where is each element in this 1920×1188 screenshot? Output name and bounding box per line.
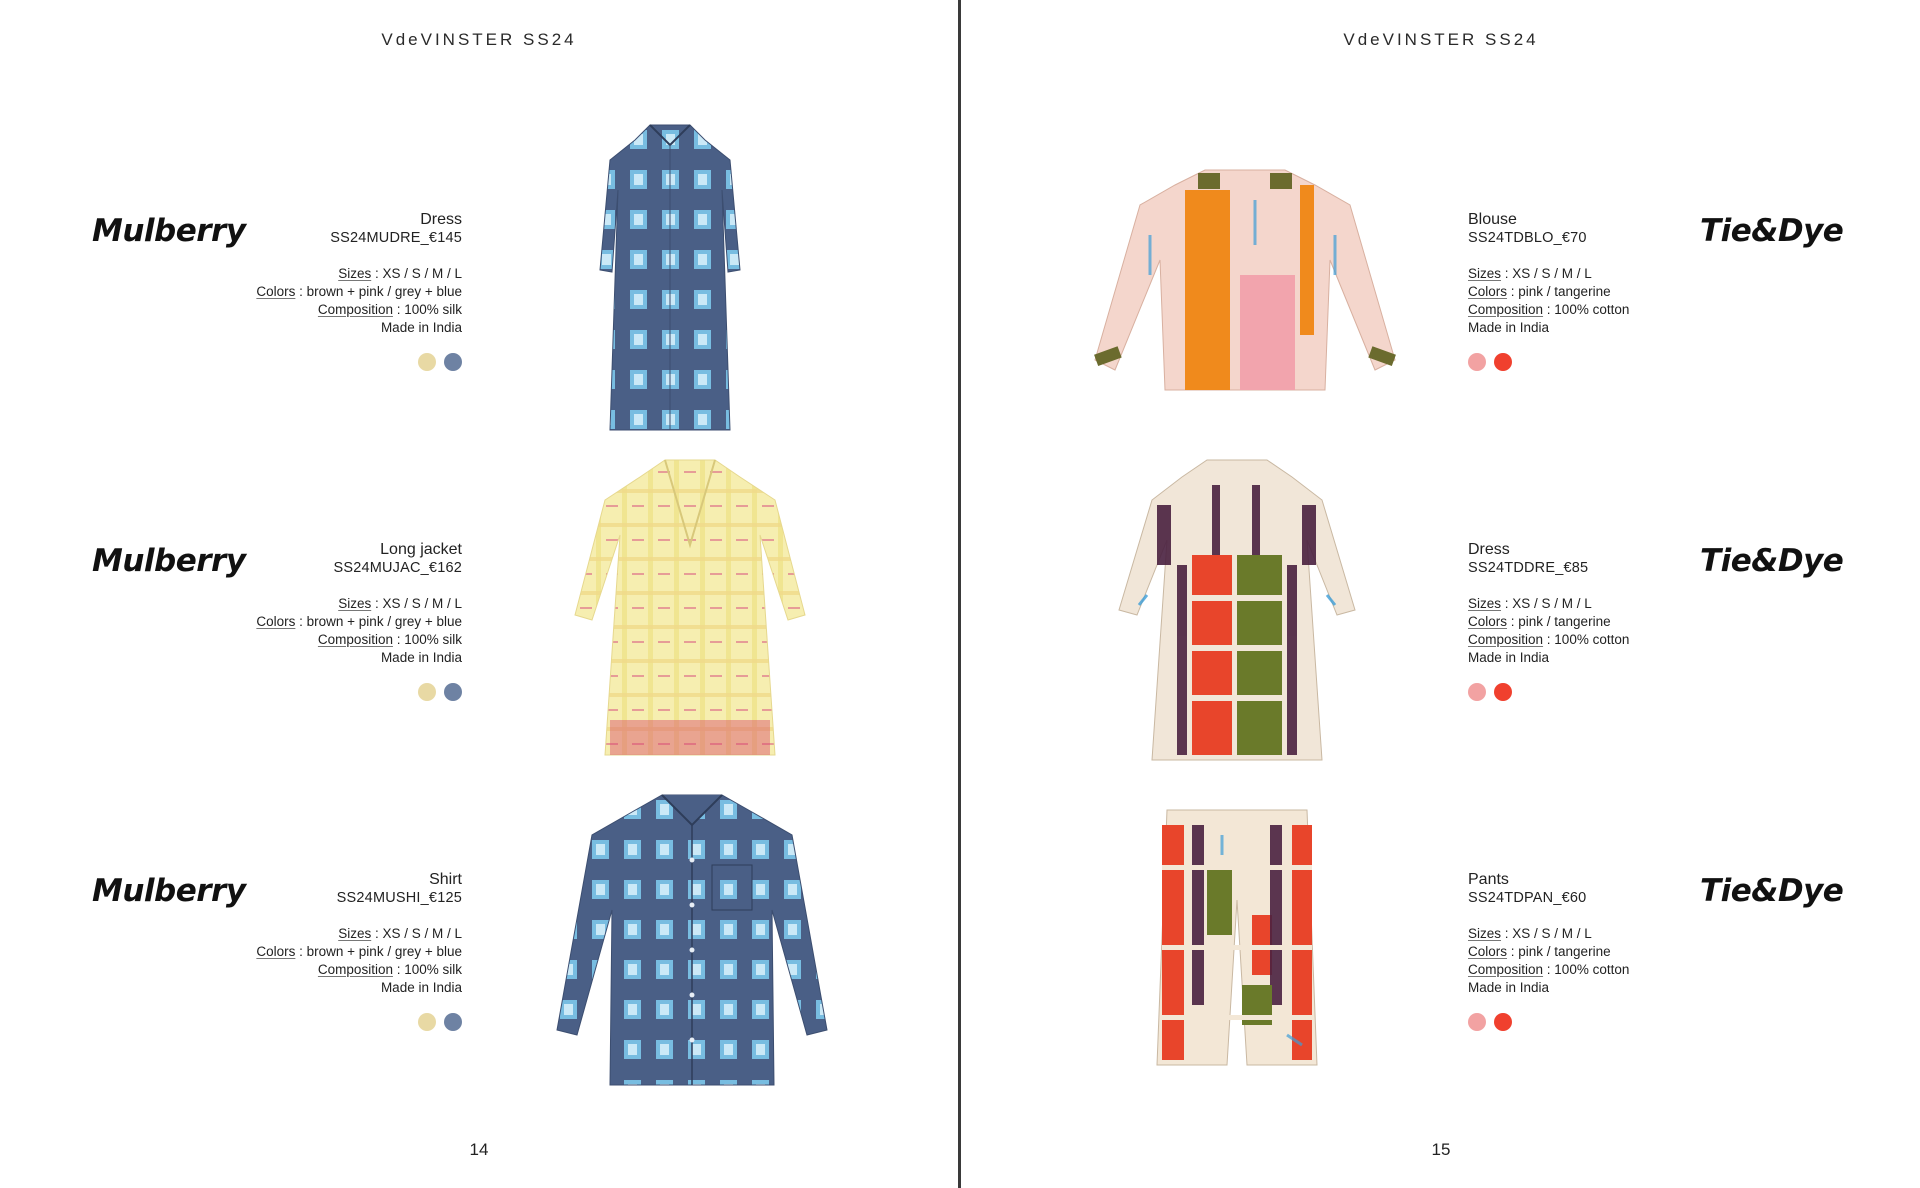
collection-title: Tie&Dye: [1700, 213, 1844, 249]
composition-label: Composition: [317, 632, 393, 647]
product-code: SS24MUDRE_€145: [330, 230, 462, 246]
page-header: VdeVINSTER SS24: [1343, 30, 1539, 49]
page-number: 15: [1431, 1140, 1451, 1159]
colors-value: : brown + pink / grey + blue: [295, 284, 462, 299]
sizes-line: [1468, 265, 1728, 283]
colors-line: [202, 283, 462, 301]
spine-divider: [958, 0, 961, 1188]
color-swatches: [202, 1013, 462, 1031]
origin-line: Made in India: [380, 320, 462, 335]
blouse-image: [1090, 165, 1400, 395]
composition-value: : 100% silk: [392, 962, 462, 977]
color-swatch-2[interactable]: [444, 1013, 462, 1031]
sizes-value: : XS / S / M / L: [1501, 926, 1592, 941]
composition-value: : 100% cotton: [1543, 302, 1630, 317]
composition-line: [1468, 961, 1728, 979]
composition-value: : 100% cotton: [1543, 962, 1630, 977]
collection-title: Mulberry: [92, 543, 246, 579]
product-code: SS24MUSHI_€125: [336, 890, 462, 906]
product-info: [202, 540, 462, 701]
collection-title: Mulberry: [92, 213, 246, 249]
colors-label: Colors: [256, 284, 296, 299]
shirt-image: [552, 790, 832, 1090]
color-swatch-1[interactable]: [418, 353, 436, 371]
colors-value: : pink / tangerine: [1507, 284, 1611, 299]
product-type: Dress: [1468, 541, 1510, 558]
page-number: 14: [469, 1140, 489, 1159]
sizes-line: [202, 595, 462, 613]
colors-value: : brown + pink / grey + blue: [295, 614, 462, 629]
composition-label: Composition: [1468, 302, 1544, 317]
sizes-value: : XS / S / M / L: [1501, 596, 1592, 611]
colors-line: [202, 613, 462, 631]
page-right: [962, 0, 1920, 1188]
composition-line: [1468, 301, 1728, 319]
product-card: [962, 760, 1920, 1090]
sizes-label: Sizes: [1468, 266, 1502, 281]
colors-label: Colors: [1468, 614, 1508, 629]
color-swatch-1[interactable]: [1468, 353, 1486, 371]
page-left: [0, 0, 958, 1188]
colors-line: [1468, 613, 1728, 631]
collection-title: Tie&Dye: [1700, 543, 1844, 579]
color-swatches: [1468, 683, 1728, 701]
long-jacket-image: [570, 455, 810, 765]
colors-label: Colors: [1468, 944, 1508, 959]
color-swatches: [1468, 1013, 1728, 1031]
composition-value: : 100% silk: [392, 302, 462, 317]
sizes-line: [1468, 595, 1728, 613]
sizes-label: Sizes: [1468, 926, 1502, 941]
product-card: [0, 430, 958, 760]
product-type: Long jacket: [380, 541, 462, 558]
colors-value: : pink / tangerine: [1507, 614, 1611, 629]
composition-line: [202, 301, 462, 319]
color-swatch-2[interactable]: [444, 683, 462, 701]
colors-label: Colors: [1468, 284, 1508, 299]
color-swatch-1[interactable]: [1468, 683, 1486, 701]
colors-value: : brown + pink / grey + blue: [295, 944, 462, 959]
colors-label: Colors: [256, 614, 296, 629]
colors-label: Colors: [256, 944, 296, 959]
product-info: [1468, 540, 1728, 701]
colors-line: [1468, 283, 1728, 301]
composition-label: Composition: [317, 302, 393, 317]
origin-line: Made in India: [380, 980, 462, 995]
color-swatch-1[interactable]: [418, 1013, 436, 1031]
composition-line: [1468, 631, 1728, 649]
composition-line: [202, 631, 462, 649]
origin-line: Made in India: [380, 650, 462, 665]
origin-line: Made in India: [1468, 650, 1550, 665]
color-swatch-2[interactable]: [1494, 1013, 1512, 1031]
product-card: [0, 100, 958, 430]
product-card: [0, 760, 958, 1090]
color-swatch-1[interactable]: [418, 683, 436, 701]
composition-label: Composition: [1468, 962, 1544, 977]
product-card: [962, 430, 1920, 760]
origin-line: Made in India: [1468, 980, 1550, 995]
collection-title: Tie&Dye: [1700, 873, 1844, 909]
sizes-label: Sizes: [338, 266, 372, 281]
product-info: [1468, 870, 1728, 1031]
sizes-label: Sizes: [1468, 596, 1502, 611]
color-swatch-2[interactable]: [1494, 353, 1512, 371]
color-swatch-2[interactable]: [1494, 683, 1512, 701]
product-type: Dress: [420, 211, 462, 228]
dress-image: [590, 120, 750, 435]
sizes-value: : XS / S / M / L: [371, 266, 462, 281]
product-info: [1468, 210, 1728, 371]
sizes-value: : XS / S / M / L: [371, 926, 462, 941]
color-swatch-1[interactable]: [1468, 1013, 1486, 1031]
product-code: SS24MUJAC_€162: [333, 560, 462, 576]
product-code: SS24TDDRE_€85: [1468, 560, 1589, 576]
collection-title: Mulberry: [92, 873, 246, 909]
color-swatch-2[interactable]: [444, 353, 462, 371]
origin-line: Made in India: [1468, 320, 1550, 335]
sizes-line: [1468, 925, 1728, 943]
product-card: [962, 100, 1920, 430]
sizes-label: Sizes: [338, 926, 372, 941]
composition-line: [202, 961, 462, 979]
product-type: Blouse: [1468, 211, 1517, 228]
colors-line: [1468, 943, 1728, 961]
composition-label: Composition: [317, 962, 393, 977]
composition-label: Composition: [1468, 632, 1544, 647]
product-info: [202, 210, 462, 371]
sizes-value: : XS / S / M / L: [371, 596, 462, 611]
product-type: Pants: [1468, 871, 1509, 888]
composition-value: : 100% cotton: [1543, 632, 1630, 647]
sizes-label: Sizes: [338, 596, 372, 611]
product-type: Shirt: [429, 871, 462, 888]
page-header: VdeVINSTER SS24: [381, 30, 577, 49]
color-swatches: [1468, 353, 1728, 371]
pants-image: [1152, 805, 1322, 1070]
sizes-line: [202, 265, 462, 283]
colors-value: : pink / tangerine: [1507, 944, 1611, 959]
product-code: SS24TDBLO_€70: [1468, 230, 1587, 246]
composition-value: : 100% silk: [392, 632, 462, 647]
product-code: SS24TDPAN_€60: [1468, 890, 1587, 906]
dress-image: [1117, 455, 1357, 765]
colors-line: [202, 943, 462, 961]
color-swatches: [202, 353, 462, 371]
sizes-value: : XS / S / M / L: [1501, 266, 1592, 281]
color-swatches: [202, 683, 462, 701]
product-info: [202, 870, 462, 1031]
sizes-line: [202, 925, 462, 943]
